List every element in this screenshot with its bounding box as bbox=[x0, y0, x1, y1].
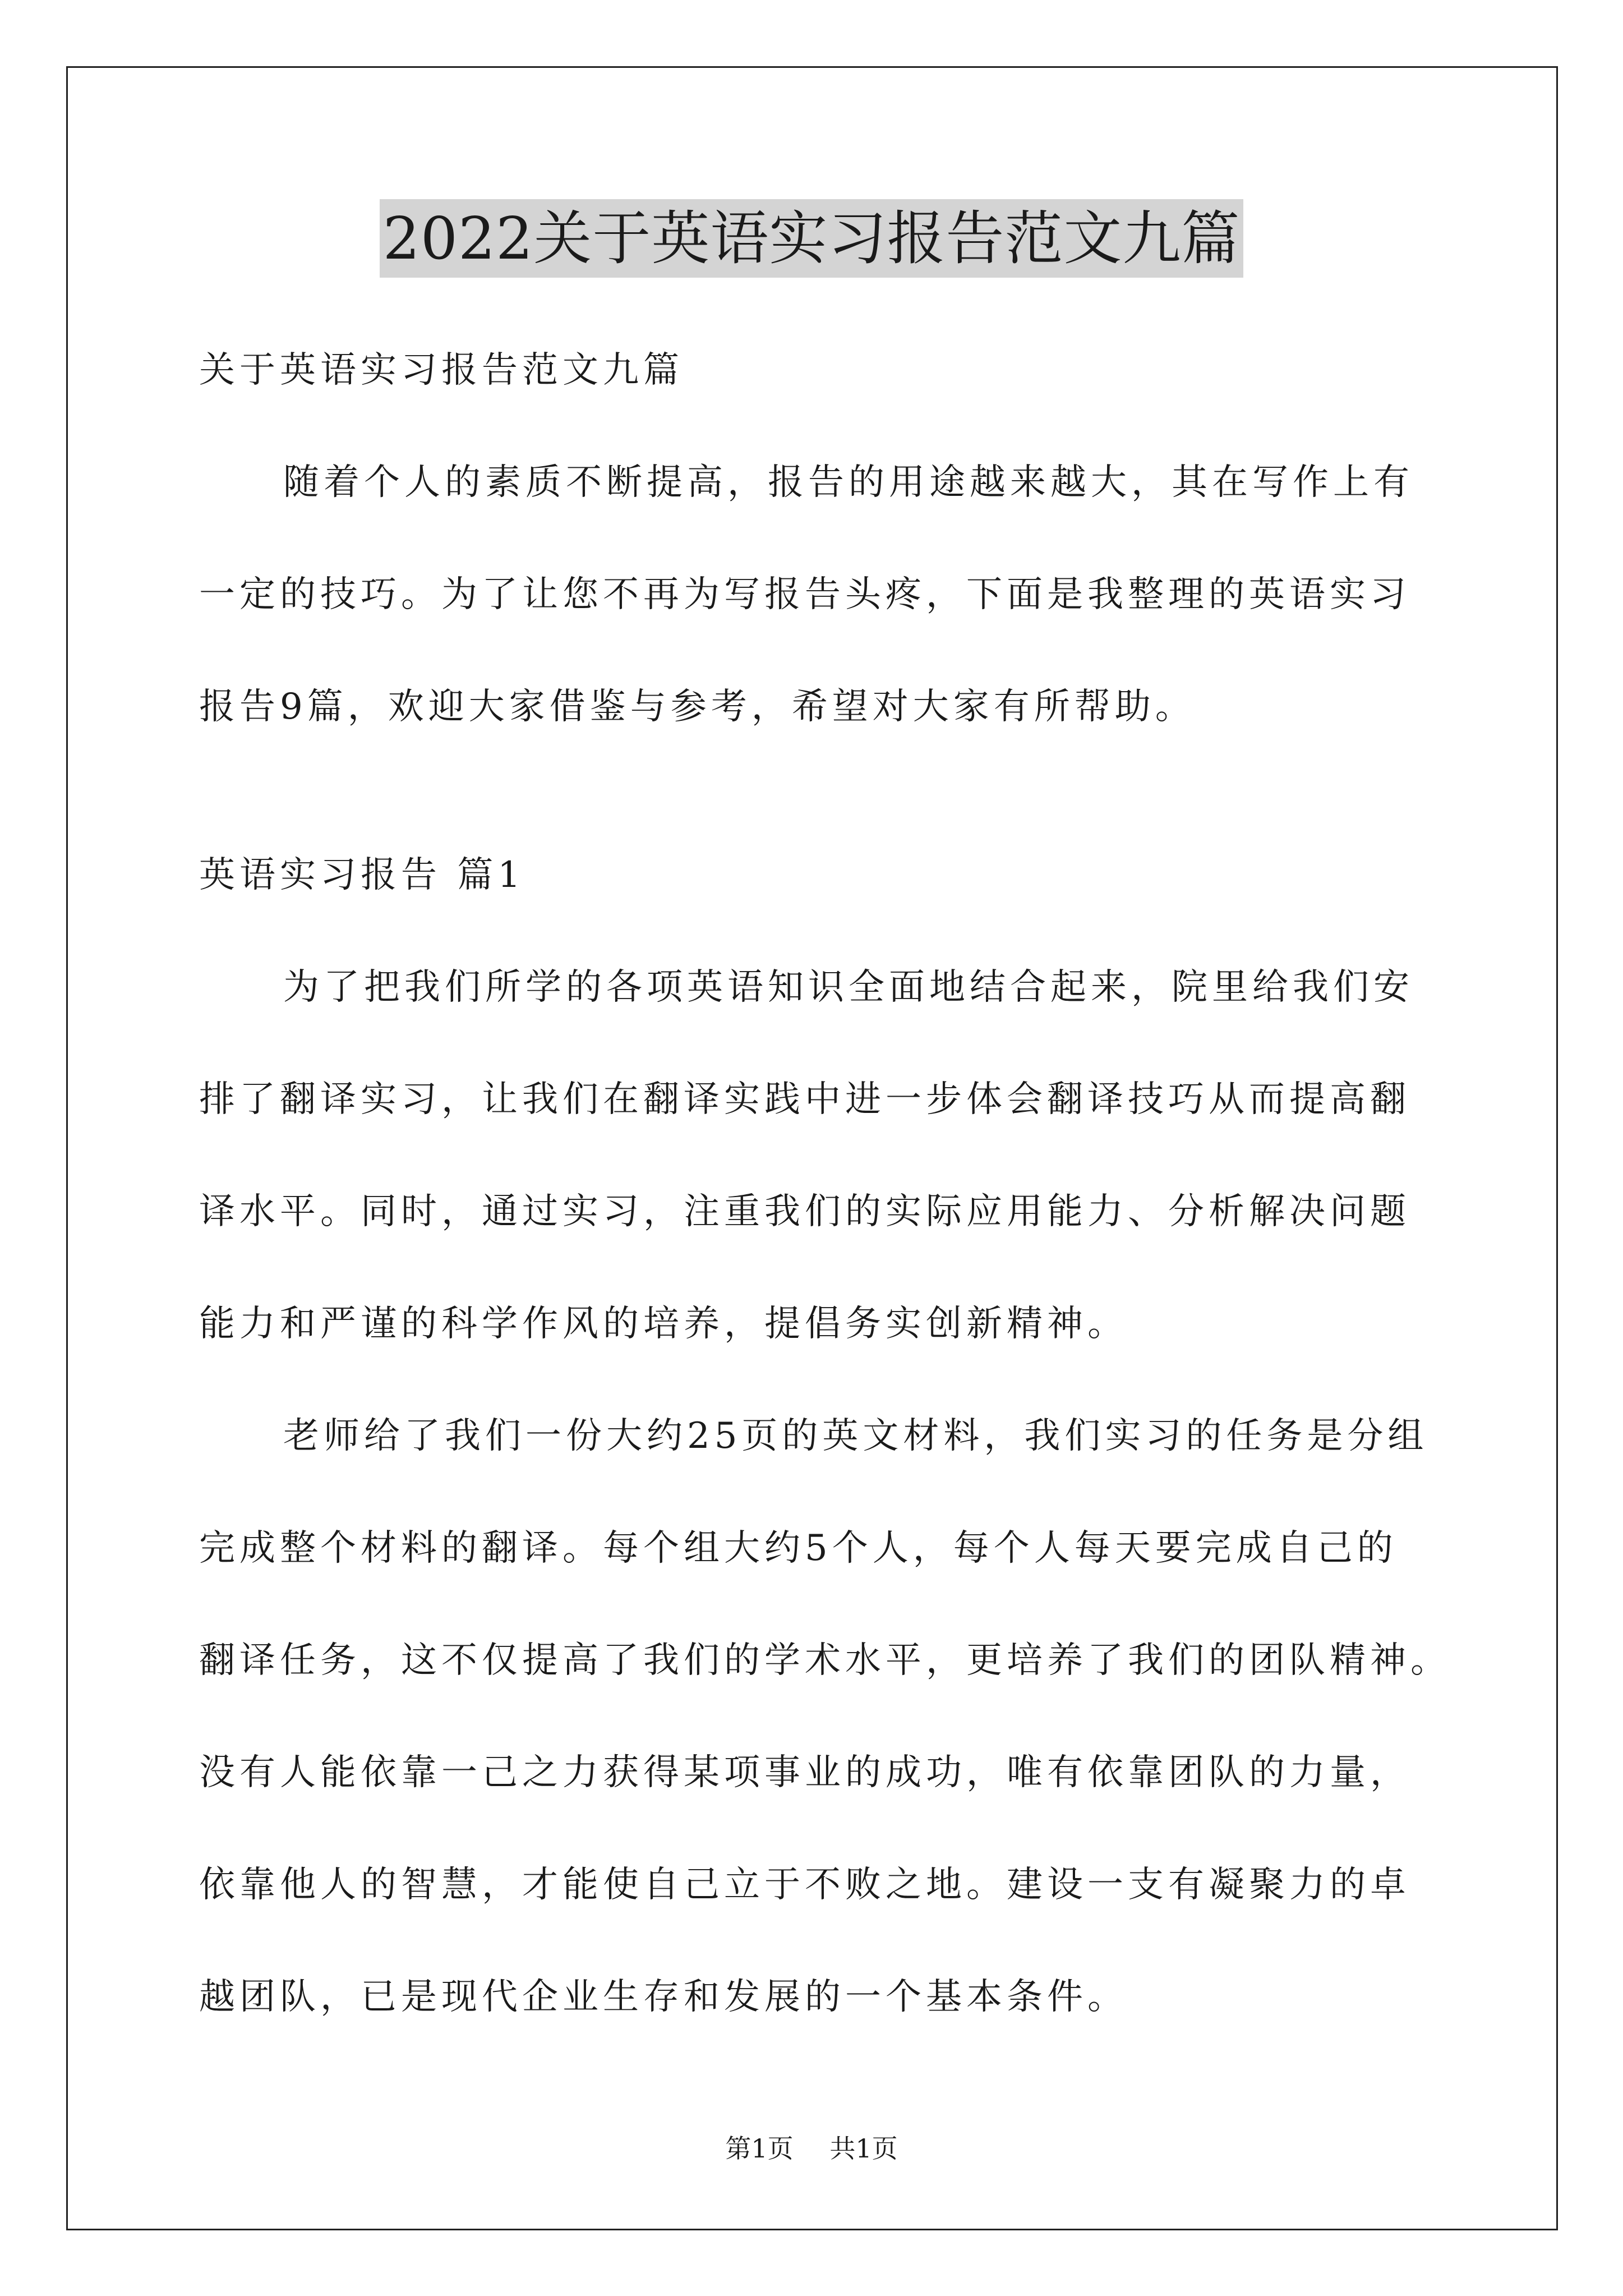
title-container bbox=[0, 199, 1623, 278]
page-number: 第1页 bbox=[725, 2133, 794, 2164]
paragraph2-line: 越团队，已是现代企业生存和发展的一个基本条件。 bbox=[199, 1976, 1128, 2018]
document-body bbox=[199, 314, 1458, 2053]
paragraph1-line: 译水平。同时，通过实习，注重我们的实际应用能力、分析解决问题 bbox=[199, 1191, 1410, 1232]
paragraph2-line: 翻译任务，这不仅提高了我们的学术水平，更培养了我们的团队精神。 bbox=[199, 1640, 1451, 1681]
page-footer bbox=[0, 2132, 1623, 2165]
paragraph1-line: 能力和严谨的科学作风的培养，提倡务实创新精神。 bbox=[199, 1303, 1128, 1345]
document-subtitle: 关于英语实习报告范文九篇 bbox=[199, 349, 684, 391]
document-title: 2022关于英语实习报告范文九篇 bbox=[380, 199, 1244, 278]
paragraph2-line: 老师给了我们一份大约25页的英文材料，我们实习的任务是分组 bbox=[283, 1415, 1428, 1457]
paragraph2-line: 没有人能依靠一己之力获得某项事业的成功，唯有依靠团队的力量， bbox=[199, 1752, 1410, 1793]
paragraph1-line: 为了把我们所学的各项英语知识全面地结合起来，院里给我们安 bbox=[283, 967, 1414, 1008]
section-gap bbox=[199, 763, 1458, 819]
section-heading: 英语实习报告 篇1 bbox=[199, 854, 525, 896]
intro-line: 一定的技巧。为了让您不再为写报告头疼，下面是我整理的英语实习 bbox=[199, 574, 1410, 615]
intro-line: 报告9篇，欢迎大家借鉴与参考，希望对大家有所帮助。 bbox=[199, 686, 1196, 728]
paragraph2-line: 完成整个材料的翻译。每个组大约5个人，每个人每天要完成自己的 bbox=[199, 1527, 1398, 1569]
page-total: 共1页 bbox=[829, 2133, 898, 2164]
intro-line: 随着个人的素质不断提高，报告的用途越来越大，其在写作上有 bbox=[283, 462, 1414, 503]
paragraph1-line: 排了翻译实习，让我们在翻译实践中进一步体会翻译技巧从而提高翻 bbox=[199, 1079, 1410, 1120]
paragraph2-line: 依靠他人的智慧，才能使自己立于不败之地。建设一支有凝聚力的卓 bbox=[199, 1864, 1410, 1906]
